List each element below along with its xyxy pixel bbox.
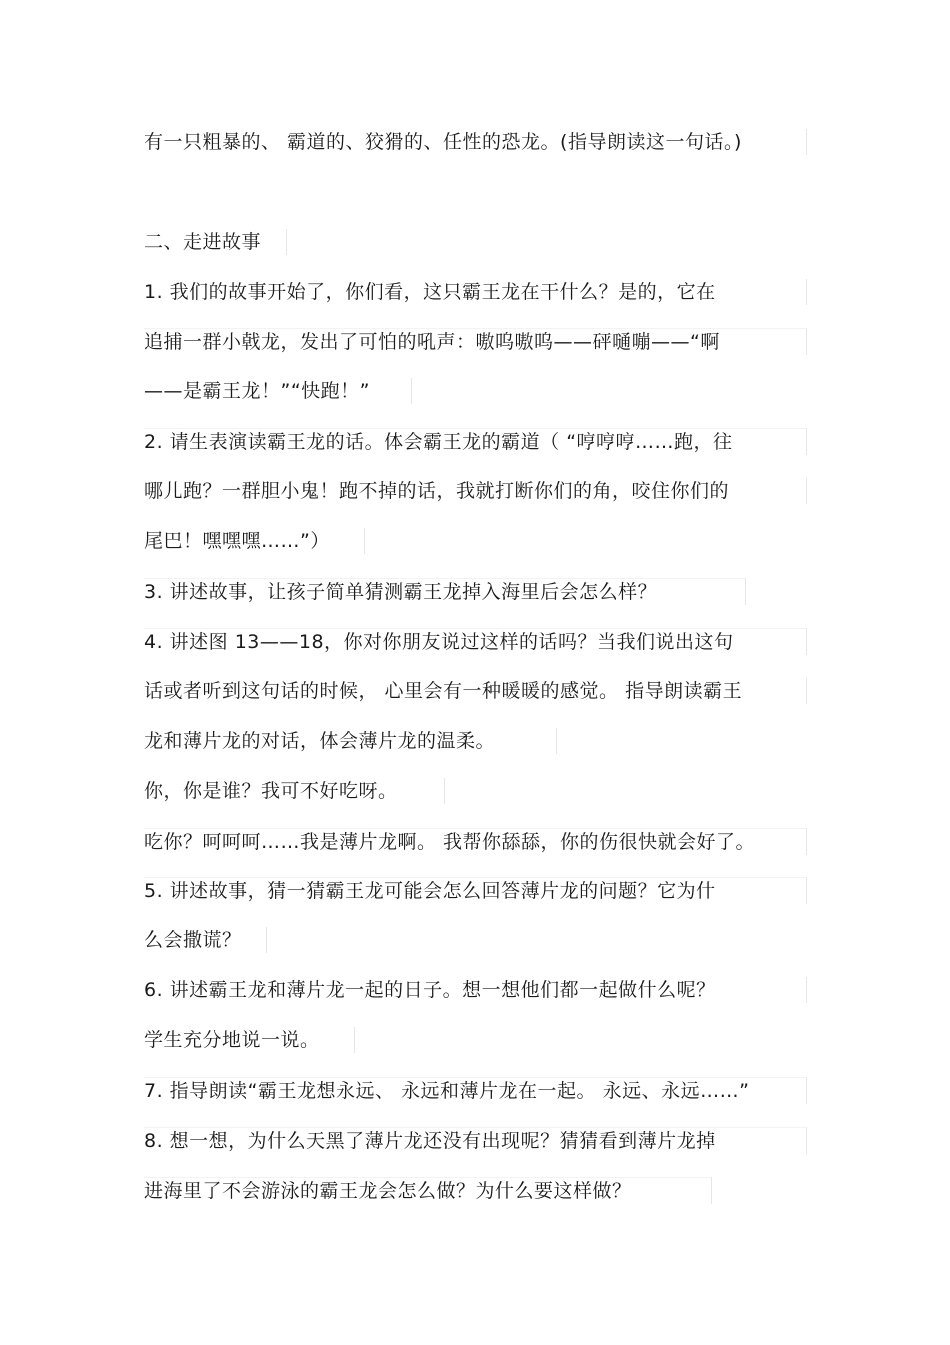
item-8-line-1: 8. 想一想，为什么天黑了薄片龙还没有出现呢？猜猜看到薄片龙掉: [144, 1127, 807, 1154]
item-5-line-2: 么会撒谎？: [144, 927, 267, 953]
item-1-line-2: 追捕一群小戟龙，发出了可怕的吼声：嗷呜嗷呜——砰嗵嘣——“啊: [144, 328, 807, 355]
item-2-line-2: 哪儿跑？一群胆小鬼！跑不掉的话，我就打断你们的角，咬住你们的: [144, 478, 807, 504]
dialogue-line-2: 吃你？呵呵呵……我是薄片龙啊。 我帮你舔舔，你的伤很快就会好了。: [144, 828, 807, 855]
item-7-line-1: 7. 指导朗读“霸王龙想永远、 永远和薄片龙在一起。 永远、永远……”: [144, 1077, 807, 1104]
item-2-line-3: 尾巴！嘿嘿嘿……”）: [144, 528, 365, 554]
item-1-line-1: 1. 我们的故事开始了，你们看，这只霸王龙在干什么？是的，它在: [144, 279, 807, 305]
section-heading: 二、走进故事: [144, 229, 287, 255]
item-6-line-2: 学生充分地说一说。: [144, 1027, 355, 1053]
intro-sentence: 有一只粗暴的、 霸道的、狡猾的、任性的恐龙。(指导朗读这一句话。): [144, 129, 807, 155]
dialogue-line-1: 你，你是谁？我可不好吃呀。: [144, 778, 445, 804]
item-4-line-1: 4. 讲述图 13——18，你对你朋友说过这样的话吗？当我们说出这句: [144, 628, 807, 655]
item-2-line-1: 2. 请生表演读霸王龙的话。体会霸王龙的霸道（ “哼哼哼……跑，往: [144, 428, 807, 455]
item-6-line-1: 6. 讲述霸王龙和薄片龙一起的日子。想一想他们都一起做什么呢？: [144, 977, 807, 1003]
item-3-line-1: 3. 讲述故事，让孩子简单猜测霸王龙掉入海里后会怎么样？: [144, 578, 746, 605]
item-4-line-2: 话或者听到这句话的时候， 心里会有一种暖暖的感觉。 指导朗读霸王: [144, 678, 807, 704]
item-1-line-3: ——是霸王龙！”“快跑！”: [144, 378, 412, 404]
item-5-line-1: 5. 讲述故事，猜一猜霸王龙可能会怎么回答薄片龙的问题？它为什: [144, 877, 807, 904]
item-8-line-2: 进海里了不会游泳的霸王龙会怎么做？为什么要这样做？: [144, 1177, 712, 1204]
item-4-line-3: 龙和薄片龙的对话，体会薄片龙的温柔。: [144, 728, 557, 754]
